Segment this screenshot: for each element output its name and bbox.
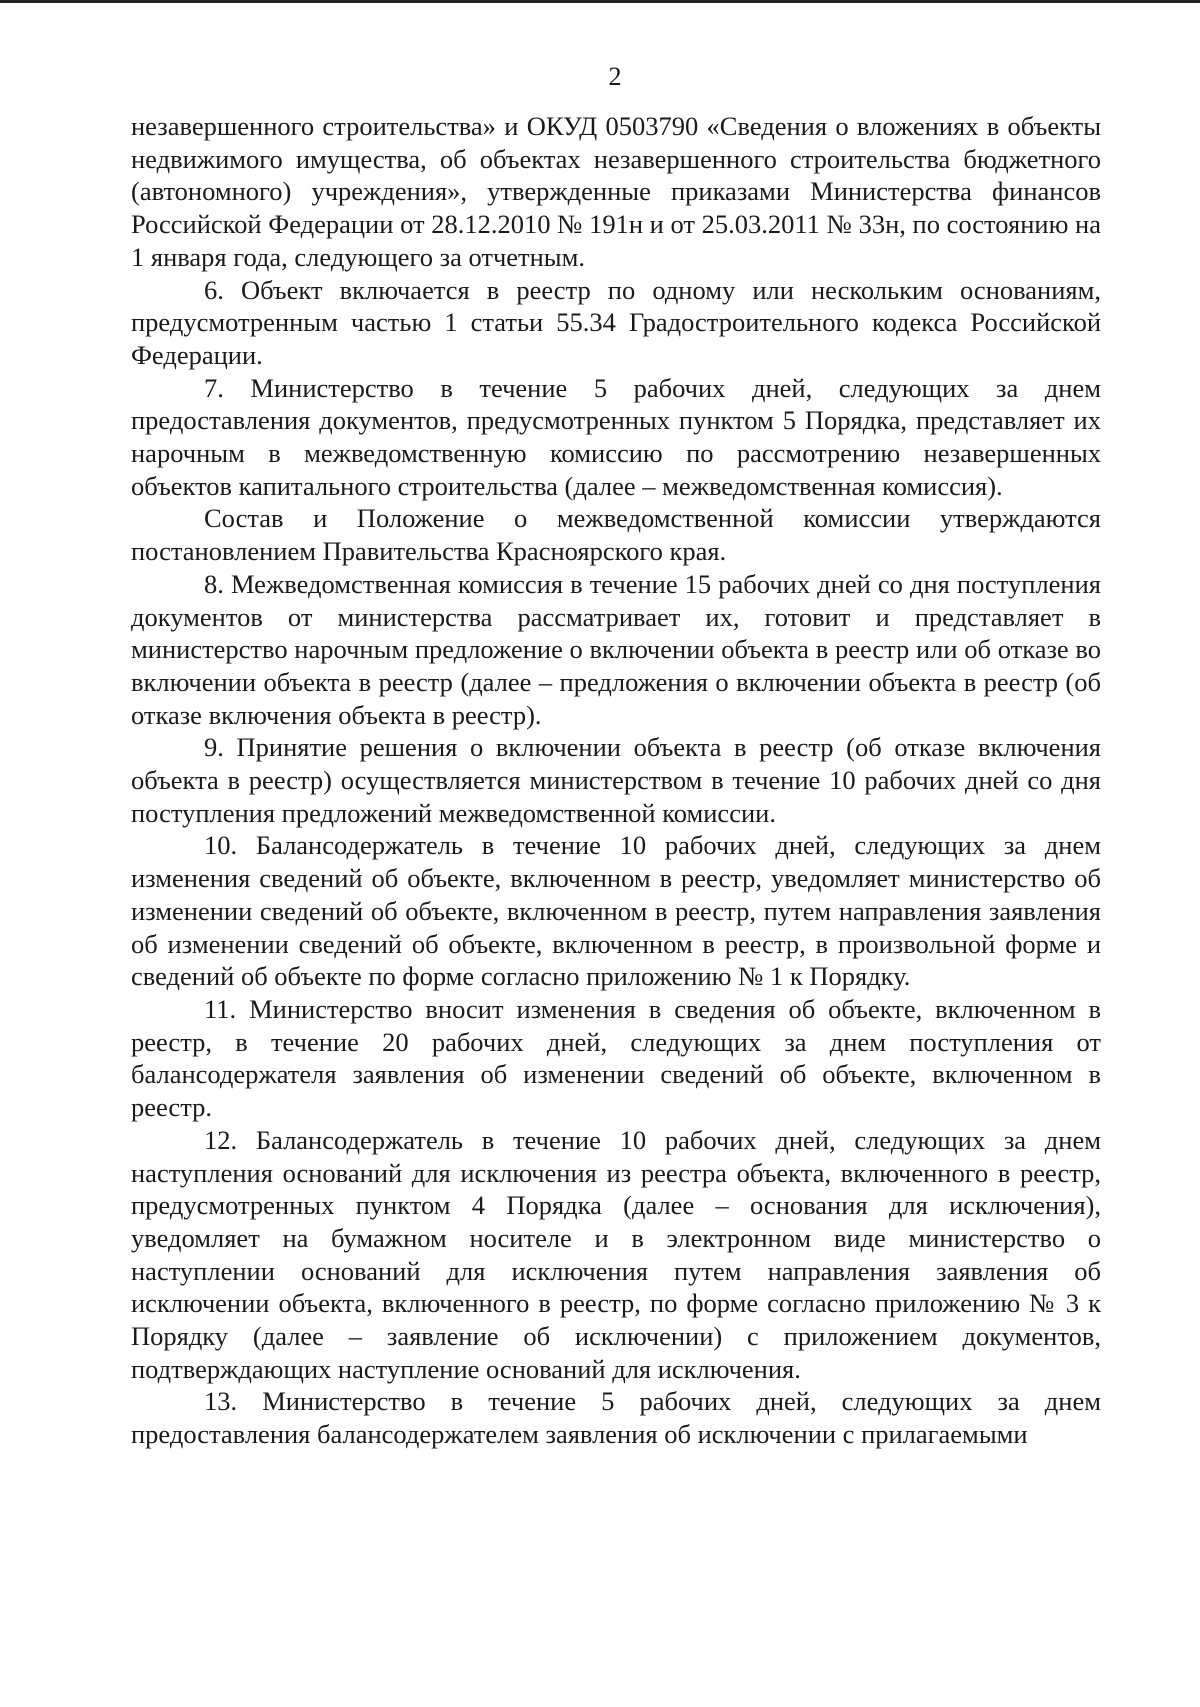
paragraph-11: 11. Министерство вносит изменения в сведения об объекте, включенном в реестр, в течение 20 рабочих дней, следующих за днем поступления от балансодержателя заявления об изменении сведений об объекте, включенном в реестр. xyxy=(131,993,1101,1123)
paragraph-13: 13. Министерство в течение 5 рабочих дней, следующих за днем предоставления балансодержателем заявления об исключении с прилагаемыми xyxy=(131,1386,1101,1450)
document-body xyxy=(131,110,1101,1451)
paragraph-10: 10. Балансодержатель в течение 10 рабочих дней, следующих за днем изменения сведений об объекте, включенном в реестр, уведомляет министерство об изменении сведений об объекте, включенном в реестр, путем направления заявления об изменении сведений об объекте, включенном в реестр, в произвольной форме и сведений об объекте по форме согласно приложению № 1 к Порядку. xyxy=(131,830,1101,992)
paragraph-7: 7. Министерство в течение 5 рабочих дней, следующих за днем предоставления документов, предусмотренных пунктом 5 Порядка, представляет их нарочным в межведомственную комиссию по рассмотрению незавершенных объектов капитального строительства (далее – межведомственная комиссия). xyxy=(131,372,1101,501)
paragraph-9: 9. Принятие решения о включении объекта в реестр (об отказе включения объекта в реестр) осуществляется министерством в течение 10 рабочих дней со дня поступления предложений межведомственной комиссии. xyxy=(131,732,1101,828)
paragraph-continuation: незавершенного строительства» и ОКУД 0503790 «Сведения о вложениях в объекты недвижимого имущества, об объектах незавершенного строительства бюджетного (автономного) учреждения», утвержденные приказами Министерства финансов Российской Федерации от 28.12.2010 № 191н и от 25.03.2011 № 33н, по состоянию на 1 января года, следующего за отчетным. xyxy=(131,111,1101,272)
page-number: 2 xyxy=(608,62,622,91)
paragraph-7-commission: Состав и Положение о межведомственной комиссии утверждаются постановлением Правительства Красноярского края. xyxy=(131,503,1101,567)
paragraph-12: 12. Балансодержатель в течение 10 рабочих дней, следующих за днем наступления оснований для исключения из реестра объекта, включенного в реестр, предусмотренных пунктом 4 Порядка (далее – основания для исключения), уведомляет на бумажном носителе и в электронном виде министерство о наступлении оснований для исключения путем направления заявления об исключении объекта, включенного в реестр, по форме согласно приложению № 3 к Порядку (далее – заявление об исключении) с приложением документов, подтверждающих наступление оснований для исключения. xyxy=(131,1124,1101,1384)
top-border-line xyxy=(0,0,1200,3)
paragraph-6: 6. Объект включается в реестр по одному или нескольким основаниям, предусмотренным частью 1 статьи 55.34 Градостроительного кодекса Российской Федерации. xyxy=(131,274,1101,370)
paragraph-8: 8. Межведомственная комиссия в течение 15 рабочих дней со дня поступления документов от министерства рассматривает их, готовит и представляет в министерство нарочным предложение о включении объекта в реестр или об отказе во включении объекта в реестр (далее – предложения о включении объекта в реестр (об отказе включения объекта в реестр). xyxy=(131,568,1101,730)
